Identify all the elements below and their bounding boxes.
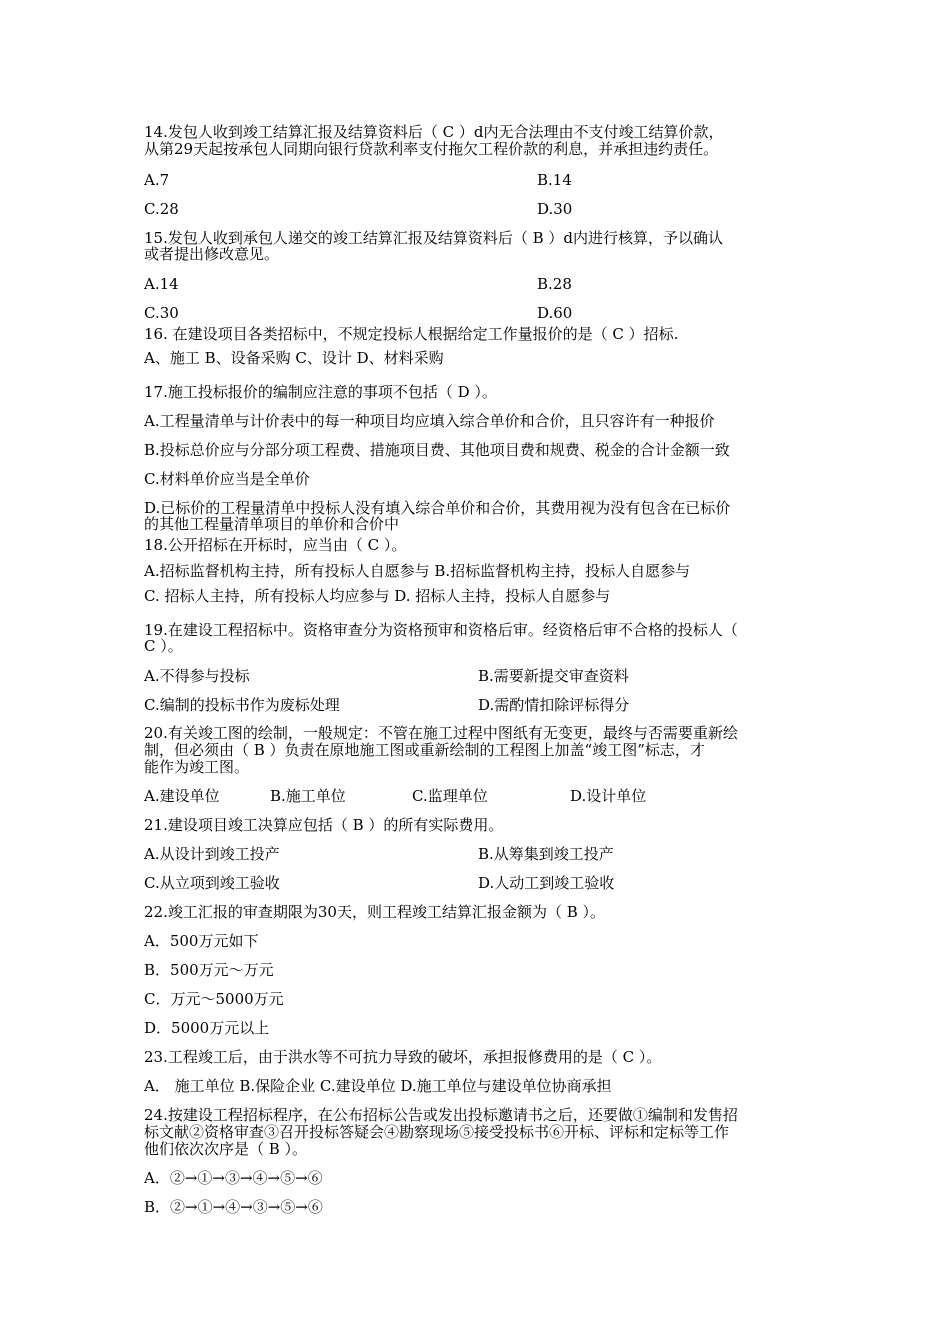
question-22-option-d: D．5000万元以上 — [144, 1019, 270, 1037]
question-15-stem: 15.发包人收到承包人递交的竣工结算汇报及结算资料后（ B ）d内进行核算，予以确认 — [144, 229, 724, 247]
question-18-options-ab: A.招标监督机构主持，所有投标人自愿参与 B.招标监督机构主持，投标人自愿参与 — [144, 562, 691, 580]
question-21-option-d: D.人动工到竣工验收 — [478, 874, 615, 892]
question-21-option-c: C.从立项到竣工验收 — [144, 874, 280, 892]
question-17-option-c: C.材料单价应当是全单价 — [144, 470, 310, 488]
question-24-stem: 24.按建设工程招标程序，在公布招标公告或发出投标邀请书之后，还要做①编制和发售招 — [144, 1106, 738, 1124]
question-19-option-d: D.需酌情扣除评标得分 — [478, 696, 630, 714]
question-14-stem: 14.发包人收到竣工结算汇报及结算资料后（ C ）d内无合法理由不支付竣工结算价款， — [144, 123, 724, 141]
question-20-option-a: A.建设单位 — [144, 787, 220, 805]
question-24-option-a: A．②→①→③→④→⑤→⑥ — [144, 1169, 323, 1187]
question-17-option-a: A.工程量清单与计价表中的每一种项目均应填入综合单价和合价，且只容许有一种报价 — [144, 412, 715, 430]
question-15-option-b: B.28 — [537, 275, 572, 293]
question-20-option-b: B.施工单位 — [270, 787, 346, 805]
question-17-stem: 17.施工投标报价的编制应注意的事项不包括（ D ）。 — [144, 383, 497, 401]
question-18-stem: 18.公开招标在开标时，应当由（ C ）。 — [144, 536, 407, 554]
question-21-stem: 21.建设项目竣工决算应包括（ B ）的所有实际费用。 — [144, 816, 504, 834]
question-23-options: A． 施工单位 B.保险企业 C.建设单位 D.施工单位与建设单位协商承担 — [144, 1077, 612, 1095]
question-20-stem: 制，但必须由（ B ）负责在原地施工图或重新绘制的工程图上加盖“竣工图”标志，才 — [144, 741, 705, 759]
question-16-options: A、施工 B、设备采购 C、设计 D、材料采购 — [144, 349, 444, 367]
question-22-option-a: A．500万元如下 — [144, 932, 259, 950]
question-20-option-c: C.监理单位 — [412, 787, 488, 805]
question-15-option-a: A.14 — [144, 275, 179, 293]
question-24-stem: 标文献②资格审查③召开投标答疑会④勘察现场⑤接受投标书⑥开标、评标和定标等工作 — [144, 1123, 730, 1141]
question-15-option-c: C.30 — [144, 304, 179, 322]
question-14-option-b: B.14 — [537, 171, 572, 189]
question-14-option-d: D.30 — [537, 200, 573, 218]
question-24-option-b: B．②→①→④→③→⑤→⑥ — [144, 1198, 323, 1216]
question-14-stem: 从第29天起按承包人同期向银行贷款利率支付拖欠工程价款的利息，并承担违约责任。 — [144, 140, 719, 158]
question-19-stem: 19.在建设工程招标中。资格审查分为资格预审和资格后审。经资格后审不合格的投标人（ — [144, 621, 738, 639]
question-24-stem: 他们依次次序是（ B ）。 — [144, 1140, 308, 1158]
question-22-option-b: B．500万元～万元 — [144, 961, 274, 979]
question-14-option-c: C.28 — [144, 200, 179, 218]
question-19-stem: C ）。 — [144, 637, 183, 655]
question-15-stem: 或者提出修改意见。 — [144, 245, 280, 263]
question-17-option-b: B.投标总价应与分部分项工程费、措施项目费、其他项目费和规费、税金的合计金额一致 — [144, 441, 730, 459]
question-22-option-c: C．万元～5000万元 — [144, 990, 284, 1008]
question-22-stem: 22.竣工汇报的审查期限为30天，则工程竣工结算汇报金额为（ B ）。 — [144, 903, 606, 921]
question-15-option-d: D.60 — [537, 304, 573, 322]
question-16-stem: 16. 在建设项目各类招标中，不规定投标人根据给定工作量报价的是（ C ）招标. — [144, 325, 679, 343]
question-19-option-a: A.不得参与投标 — [144, 667, 250, 685]
question-20-stem: 能作为竣工图。 — [144, 758, 250, 776]
question-21-option-a: A.从设计到竣工投产 — [144, 845, 280, 863]
question-23-stem: 23.工程竣工后，由于洪水等不可抗力导致的破坏，承担报修费用的是（ C ）。 — [144, 1048, 662, 1066]
question-17-option-d: D.已标价的工程量清单中投标人没有填入综合单价和合价，其费用视为没有包含在已标价 — [144, 499, 731, 517]
question-17-option-d-cont: 的其他工程量清单项目的单价和合价中 — [144, 515, 400, 533]
question-19-option-c: C.编制的投标书作为废标处理 — [144, 696, 340, 714]
question-14-option-a: A.7 — [144, 171, 170, 189]
question-19-option-b: B.需要新提交审查资料 — [478, 667, 629, 685]
question-20-option-d: D.设计单位 — [570, 787, 647, 805]
question-21-option-b: B.从筹集到竣工投产 — [478, 845, 614, 863]
question-18-options-cd: C. 招标人主持，所有投标人均应参与 D. 招标人主持，投标人自愿参与 — [144, 587, 611, 605]
question-20-stem: 20.有关竣工图的绘制，一般规定：不管在施工过程中图纸有无变更，最终与否需要重新绘 — [144, 724, 738, 742]
